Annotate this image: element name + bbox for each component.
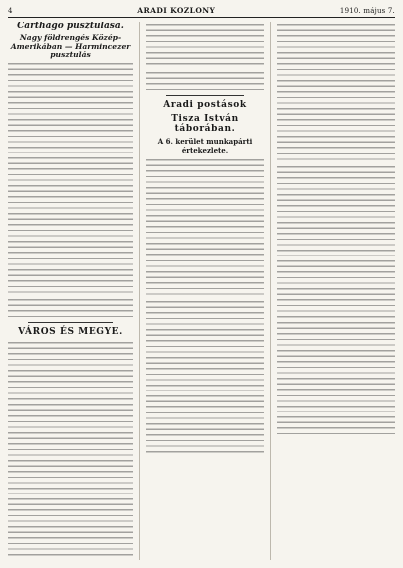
section-aradi-postasok: Aradi postások	[163, 100, 247, 110]
article-text	[8, 340, 133, 400]
divider	[166, 95, 244, 96]
page-header	[8, 6, 395, 18]
column-1	[8, 22, 133, 560]
column-grid	[8, 22, 395, 560]
article-text	[146, 22, 264, 68]
issue-date: 1910. május 7.	[339, 7, 395, 15]
article-text	[8, 496, 133, 556]
article-text	[8, 61, 133, 153]
subheadline-earthquake: Nagy földrengés Közép-Amerikában — Harmincezer pusztulás	[10, 32, 131, 60]
page-number: 4	[8, 7, 13, 15]
article-text	[277, 320, 395, 412]
article-text	[146, 393, 264, 453]
article-text	[8, 155, 133, 295]
article-text	[146, 157, 264, 297]
column-2	[139, 22, 264, 560]
section-varos-es-megye: VÁROS ÉS MEGYE.	[18, 327, 123, 338]
divider	[28, 322, 113, 323]
headline-carthago: Carthago pusztulása.	[17, 22, 124, 31]
article-text	[277, 164, 395, 256]
article-text	[277, 22, 395, 162]
article-text	[146, 299, 264, 391]
paper-title: ARADI KOZLONY	[137, 6, 216, 15]
article-text	[8, 402, 133, 494]
subheadline-tisza: Tisza István táborában.	[171, 114, 239, 134]
column-3	[270, 22, 395, 560]
article-text	[8, 297, 133, 319]
article-text	[277, 414, 395, 436]
subsection-munkaparti: A 6. kerület munkapárti értekezlete.	[157, 137, 253, 155]
article-text	[146, 70, 264, 92]
article-text	[277, 258, 395, 318]
